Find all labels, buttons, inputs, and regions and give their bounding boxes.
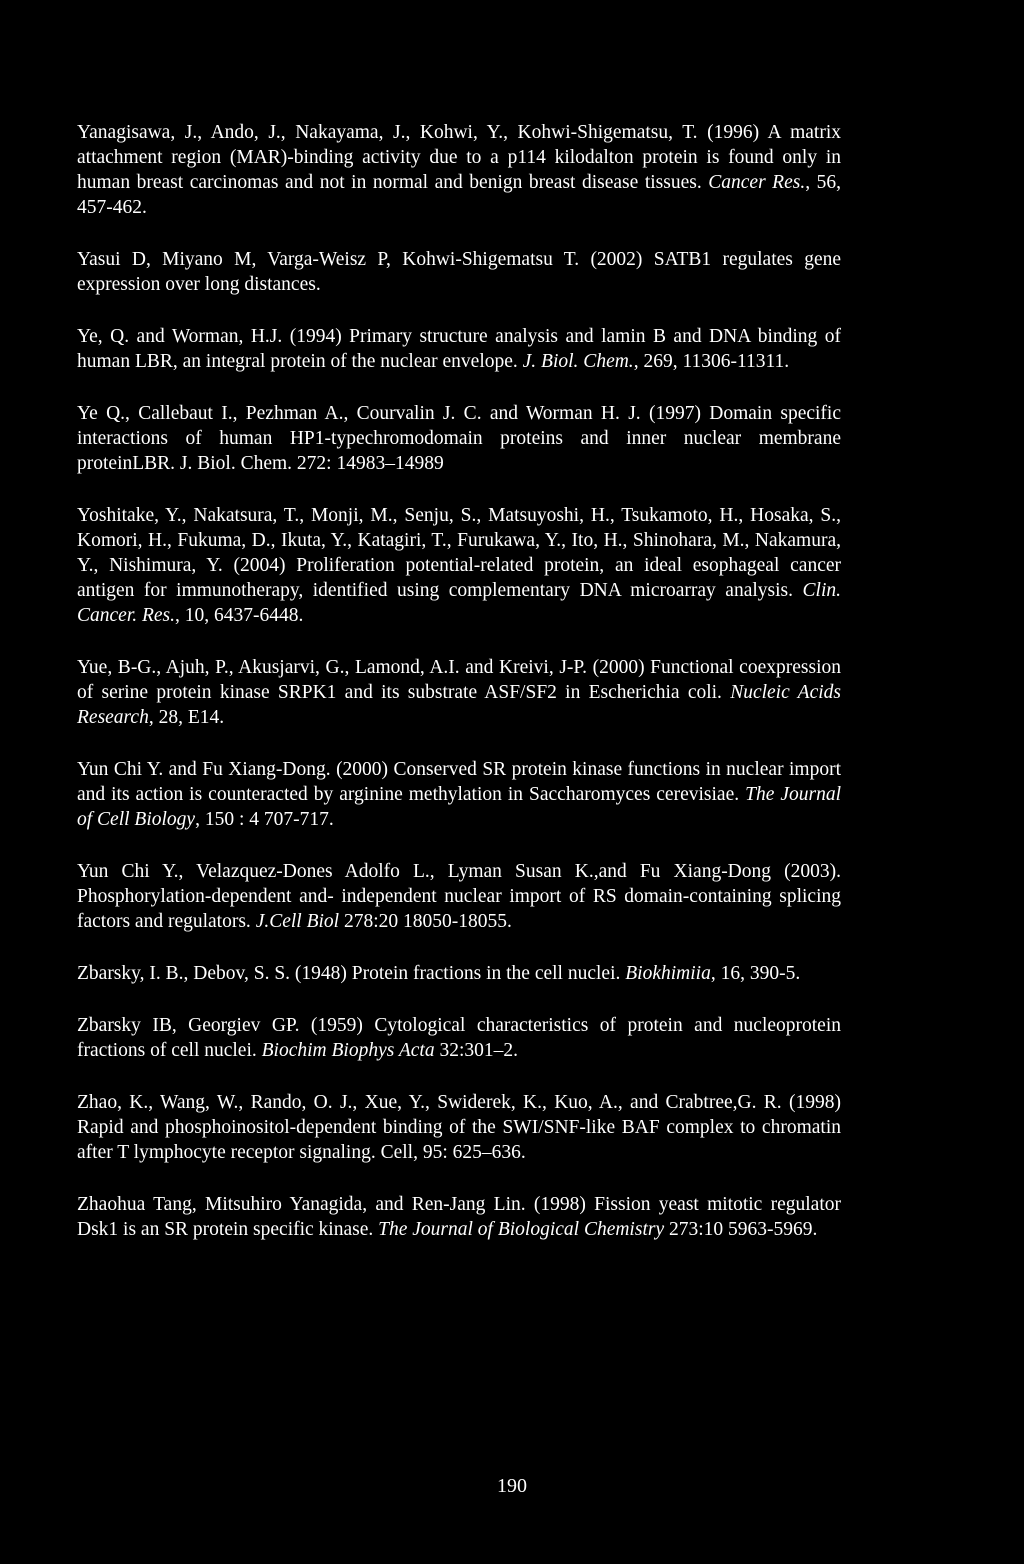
reference-citation: , 10, 6437-6448. <box>175 605 304 626</box>
reference-citation: , 56, 457-462. <box>77 172 841 218</box>
journal-name: Biochim Biophys Acta <box>261 1040 435 1061</box>
journal-name: The Journal of Cell Biology <box>77 784 841 830</box>
reference-yoshitake-2004 <box>77 503 841 628</box>
reference-text: Ye, Q. and Worman, H.J. (1994) Primary structure analysis and lamin B and DNA binding of human LBR, an integral protein of the nuclear envelope. <box>77 326 841 372</box>
reference-citation: 32:301–2. <box>434 1040 519 1061</box>
reference-text: Yue, B-G., Ajuh, P., Akusjarvi, G., Lamond, A.I. and Kreivi, J-P. (2000) Functional coexpression of serine protein kinase SRPK1 and its substrate ASF/SF2 in Escherichia coli. <box>77 657 841 703</box>
reference-zbarsky-1959 <box>77 1013 841 1063</box>
reference-citation: , 150 : 4 707-717. <box>195 809 334 830</box>
reference-citation: , 28, E14. <box>148 707 225 728</box>
reference-citation: , 269, 11306-11311. <box>633 351 790 372</box>
reference-text: Zhao, K., Wang, W., Rando, O. J., Xue, Y., Swiderek, K., Kuo, A., and Crabtree,G. R. (1998) Rapid and phosphoinositol-dependent binding of the SWI/SNF-like BAF complex to chromatin after T lymphocyte receptor signaling. Cell, 95: 625–636. <box>77 1092 841 1163</box>
reference-zhaohua-tang-1998 <box>77 1192 841 1242</box>
reference-text: Zhaohua Tang, Mitsuhiro Yanagida, and Ren-Jang Lin. (1998) Fission yeast mitotic regulator Dsk1 is an SR protein specific kinase. <box>77 1194 841 1240</box>
reference-text: Zbarsky IB, Georgiev GP. (1959) Cytological characteristics of protein and nucleoprotein fractions of cell nuclei. <box>77 1015 841 1061</box>
journal-name: J.Cell Biol <box>255 911 340 932</box>
reference-zhao-1998 <box>77 1090 841 1165</box>
reference-yasui-2002 <box>77 247 841 297</box>
reference-citation: 278:20 18050-18055. <box>339 911 512 932</box>
reference-text: Yoshitake, Y., Nakatsura, T., Monji, M., Senju, S., Matsuyoshi, H., Tsukamoto, H., Hosaka, S., Komori, H., Fukuma, D., Ikuta, Y., Katagiri, T., Furukawa, Y., Ito, H., Shinohara, M., Nakamura, Y., Nishimura, Y. (2004) Proliferation potential-related protein, an ideal esophageal cancer antigen for immunotherapy, identified using complementary DNA microarray analysis. <box>77 505 841 601</box>
reference-yanagisawa-1996 <box>77 120 841 220</box>
reference-text: Ye Q., Callebaut I., Pezhman A., Courvalin J. C. and Worman H. J. (1997) Domain specific interactions of human HP1-typechromodomain proteins and inner nuclear membrane proteinLBR. J. Biol. Chem. 272: 14983–14989 <box>77 403 841 474</box>
reference-ye-1997 <box>77 401 841 476</box>
journal-name: Nucleic Acids Research <box>77 682 841 728</box>
reference-list <box>77 120 841 1242</box>
reference-zbarsky-1948 <box>77 961 841 986</box>
journal-name: Clin. Cancer. Res. <box>77 580 841 626</box>
journal-name: Biokhimiia <box>625 963 711 984</box>
reference-yun-chi-2000 <box>77 757 841 832</box>
reference-text: Yun Chi Y., Velazquez-Dones Adolfo L., Lyman Susan K.,and Fu Xiang-Dong (2003). Phosphorylation-dependent and- independent nuclear import of RS domain-containing splicing factors and regulators. <box>77 861 841 932</box>
reference-ye-worman-1994 <box>77 324 841 374</box>
journal-name: J. Biol. Chem. <box>522 351 634 372</box>
journal-name: Cancer Res. <box>708 172 806 193</box>
journal-name: The Journal of Biological Chemistry <box>378 1219 665 1240</box>
reference-citation: , 16, 390-5. <box>710 963 801 984</box>
reference-yue-2000 <box>77 655 841 730</box>
reference-citation: 273:10 5963-5969. <box>664 1219 818 1240</box>
reference-text: Zbarsky, I. B., Debov, S. S. (1948) Protein fractions in the cell nuclei. <box>77 963 626 984</box>
reference-yun-chi-2003 <box>77 859 841 934</box>
reference-text: Yun Chi Y. and Fu Xiang-Dong. (2000) Conserved SR protein kinase functions in nuclear import and its action is counteracted by arginine methylation in Saccharomyces cerevisiae. <box>77 759 841 805</box>
reference-text: Yanagisawa, J., Ando, J., Nakayama, J., Kohwi, Y., Kohwi-Shigematsu, T. (1996) A matrix attachment region (MAR)-binding activity due to a p114 kilodalton protein is found only in human breast carcinomas and not in normal and benign breast disease tissues. <box>77 122 841 193</box>
page-number: 190 <box>497 1475 527 1497</box>
reference-text: Yasui D, Miyano M, Varga-Weisz P, Kohwi-Shigematsu T. (2002) SATB1 regulates gene expression over long distances. <box>77 249 841 295</box>
